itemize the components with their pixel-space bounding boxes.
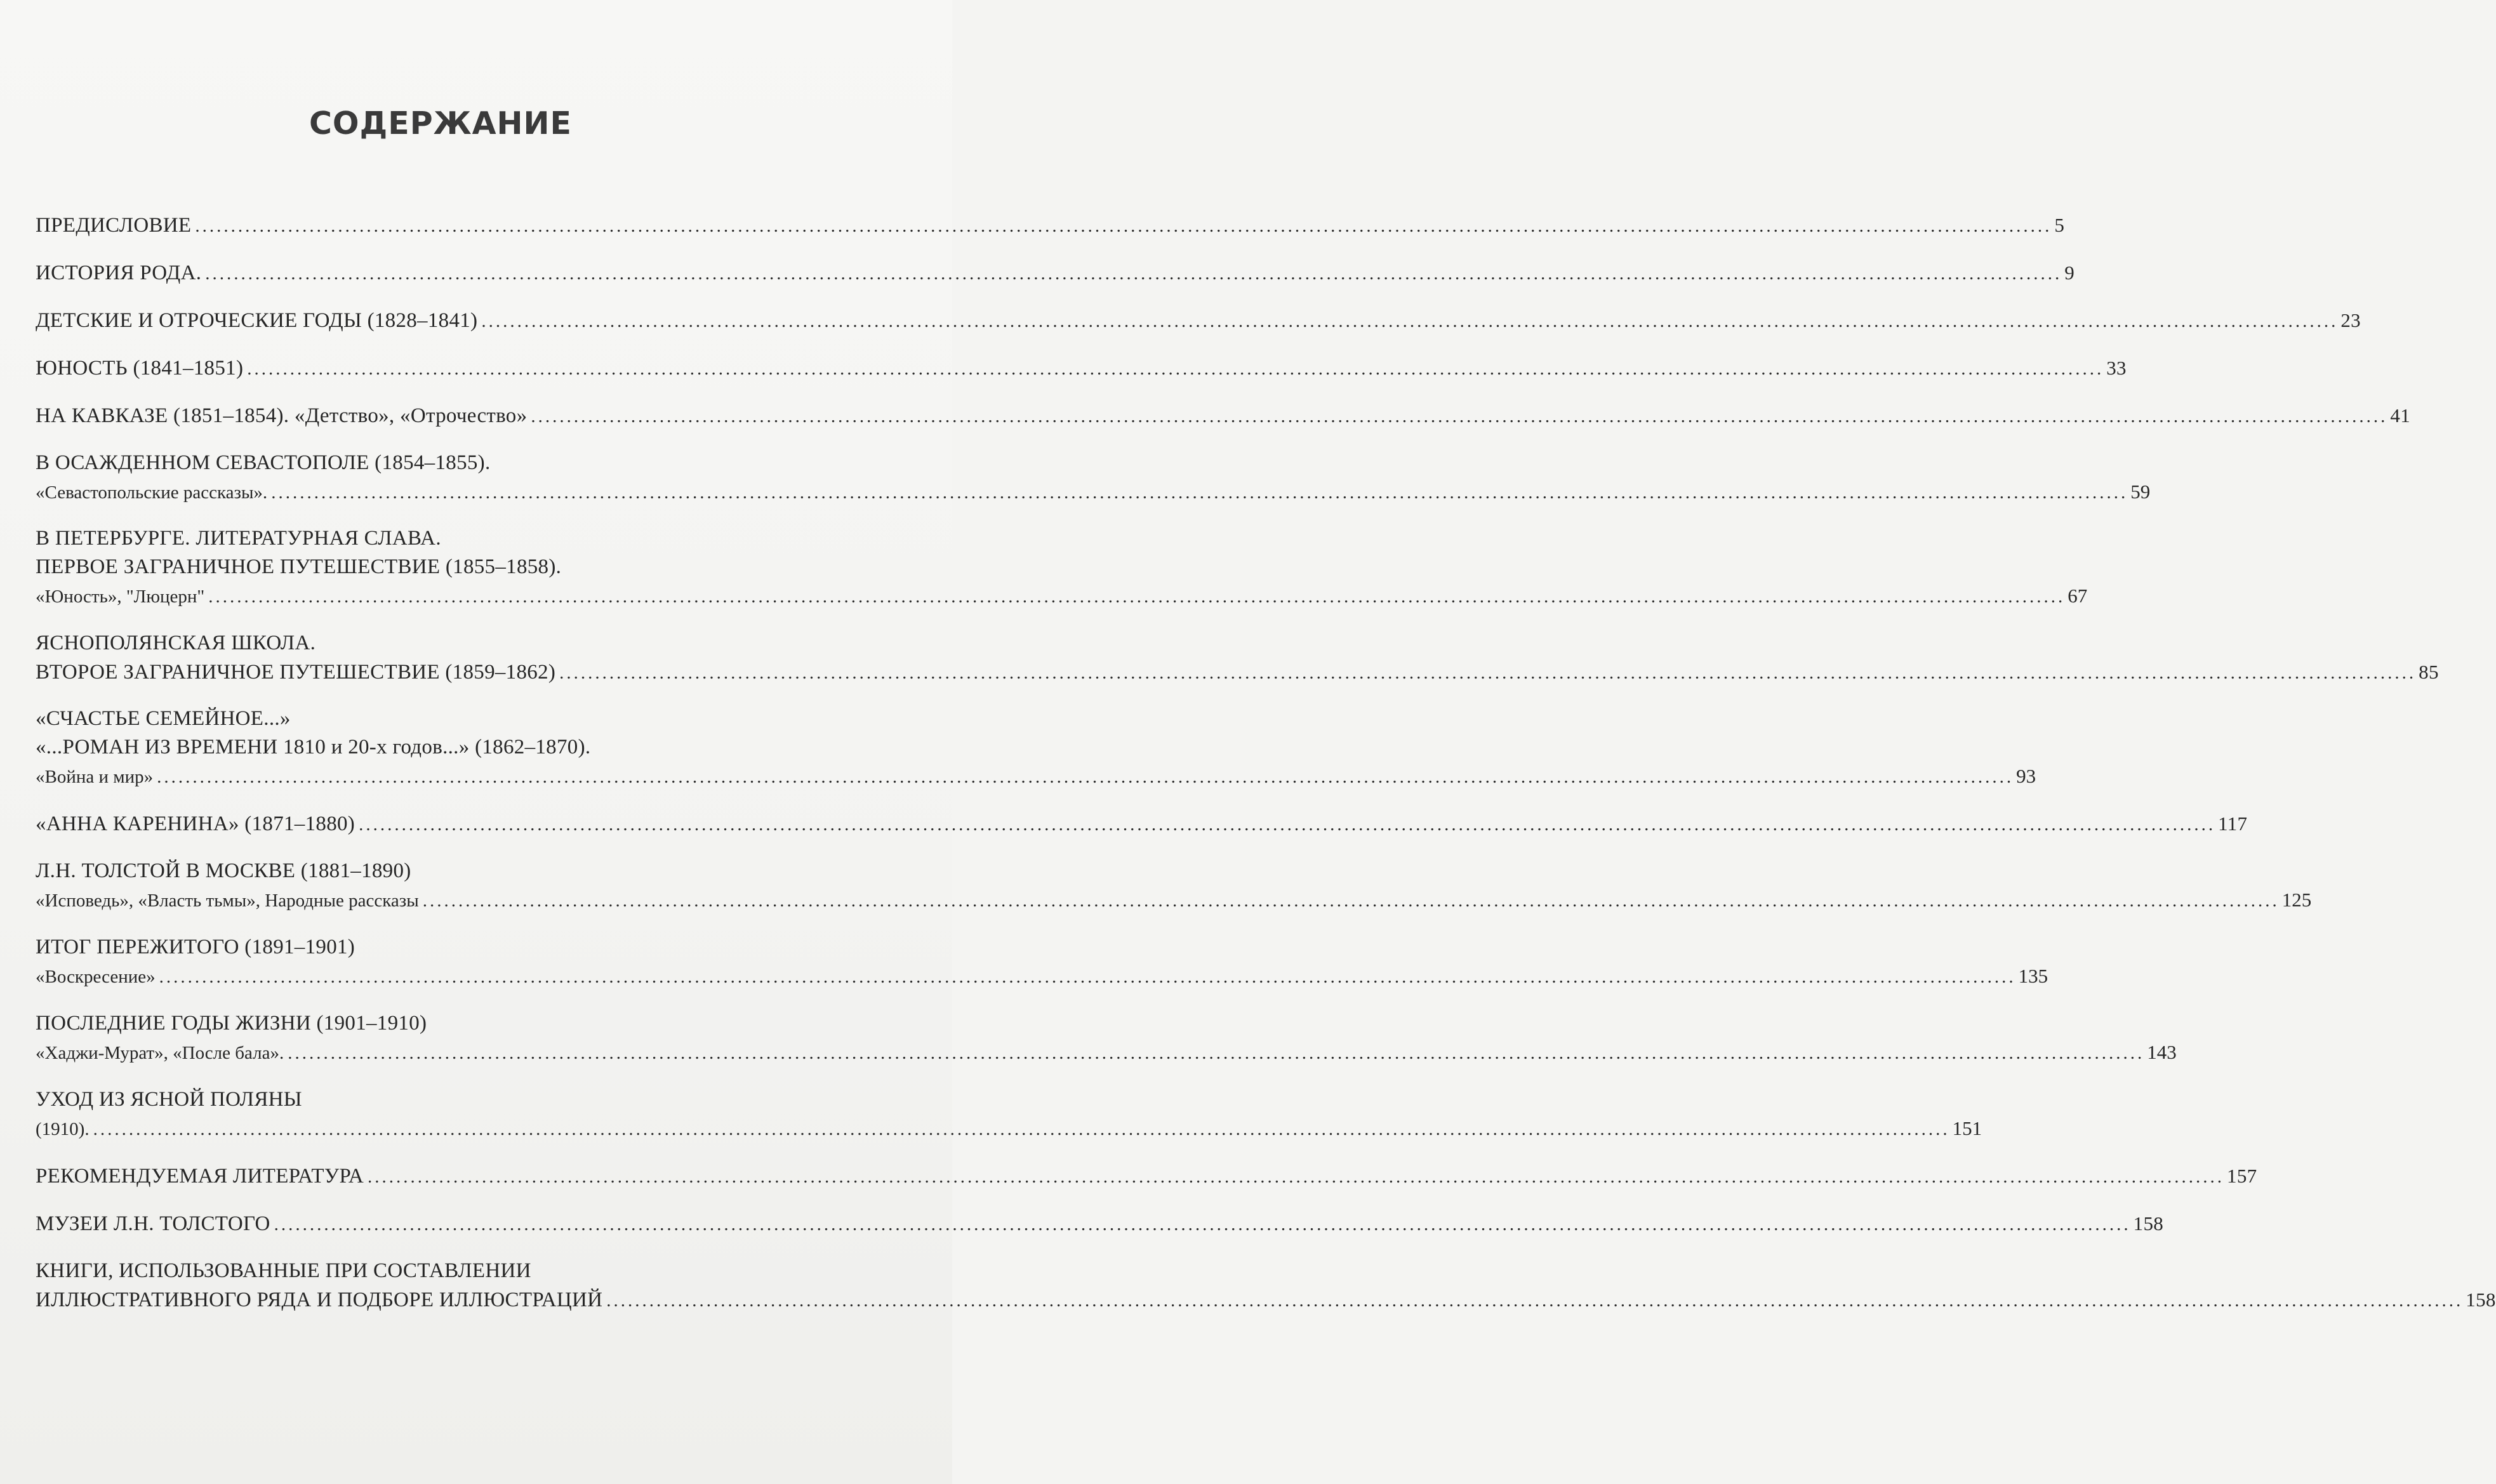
page-number: 125 — [2281, 889, 2312, 911]
dot-leader: .................................................................................................................................................................................................................................................................... — [159, 967, 2016, 987]
toc-entry-last-line — [36, 1114, 1982, 1143]
page-number: 33 — [2106, 357, 2127, 379]
dot-leader: .................................................................................................................................................................................................................................................................... — [274, 1214, 2131, 1235]
toc-entry-title: (1910). — [36, 1119, 90, 1139]
toc-entry-last-line — [36, 477, 2151, 506]
dot-leader: .................................................................................................................................................................................................................................................................... — [368, 1167, 2225, 1187]
toc-entry-title: «Война и мир» — [36, 767, 154, 787]
toc-entry-title: «Хаджи-Мурат», «После бала». — [36, 1043, 284, 1063]
dot-leader: .................................................................................................................................................................................................................................................................... — [359, 814, 2216, 835]
page-number: 157 — [2227, 1165, 2257, 1187]
toc-entry-last-line — [36, 258, 2075, 287]
toc-entry-title: ПРЕДИСЛОВИЕ — [36, 214, 192, 237]
toc-entry — [36, 629, 2439, 686]
page-number: 135 — [2018, 965, 2048, 987]
toc-entry-last-line — [36, 354, 2127, 382]
toc-entry-title: «Севастопольские рассказы». — [36, 482, 268, 503]
toc-entry-line: «СЧАСТЬЕ СЕМЕЙНОЕ...» — [36, 707, 291, 730]
page-number: 143 — [2147, 1041, 2177, 1063]
toc-entry — [36, 1162, 2257, 1190]
toc-entry — [36, 354, 2127, 382]
dot-leader: .................................................................................................................................................................................................................................................................... — [531, 406, 2388, 427]
toc-entry-line: ИТОГ ПЕРЕЖИТОГО (1891–1901) — [36, 936, 355, 958]
toc-entry — [36, 449, 2151, 506]
dot-leader: .................................................................................................................................................................................................................................................................... — [559, 663, 2417, 683]
toc-entry — [36, 1009, 2177, 1066]
toc-entry — [36, 1257, 2496, 1314]
toc-entry — [36, 258, 2075, 287]
toc-entry-line: ЯСНОПОЛЯНСКАЯ ШКОЛА. — [36, 632, 316, 654]
toc-entry-last-line — [36, 1162, 2257, 1190]
dot-leader: .................................................................................................................................................................................................................................................................... — [288, 1043, 2145, 1063]
toc-entry — [36, 306, 2361, 335]
toc-entry — [36, 933, 2048, 990]
toc-entry-title: НА КАВКАЗЕ (1851–1854). «Детство», «Отрочество» — [36, 404, 528, 427]
toc-entry-line: «...РОМАН ИЗ ВРЕМЕНИ 1810 и 20-х годов...» (1862–1870). — [36, 736, 591, 759]
dot-leader: .................................................................................................................................................................................................................................................................... — [195, 216, 2052, 236]
toc-entry — [36, 705, 2036, 790]
page-number: 93 — [2016, 765, 2036, 787]
toc-entry-title: «Юность», "Люцерн" — [36, 586, 205, 607]
toc-entry-title: ИСТОРИЯ РОДА. — [36, 262, 202, 284]
dot-leader: .................................................................................................................................................................................................................................................................... — [422, 891, 2280, 911]
toc-entry-last-line — [36, 1209, 2164, 1238]
toc-entry — [36, 857, 2312, 914]
toc-entry-line: УХОД ИЗ ЯСНОЙ ПОЛЯНЫ — [36, 1088, 302, 1111]
toc-entry-last-line — [36, 1285, 2496, 1314]
dot-leader: .................................................................................................................................................................................................................................................................... — [205, 263, 2062, 284]
toc-entry-line: ПОСЛЕДНИЕ ГОДЫ ЖИЗНИ (1901–1910) — [36, 1012, 427, 1035]
toc-entry-last-line — [36, 962, 2048, 990]
toc-entry-line: ПЕРВОЕ ЗАГРАНИЧНОЕ ПУТЕШЕСТВИЕ (1855–1858). — [36, 555, 562, 578]
toc-entry-title: МУЗЕИ Л.Н. ТОЛСТОГО — [36, 1212, 270, 1235]
page-number: 151 — [1952, 1117, 1982, 1139]
toc-entry — [36, 1085, 1982, 1143]
toc-entry — [36, 401, 2411, 430]
toc-entry-title: ВТОРОЕ ЗАГРАНИЧНОЕ ПУТЕШЕСТВИЕ (1859–1862) — [36, 661, 556, 684]
toc-entry-last-line — [36, 885, 2312, 914]
toc-entry-title: ЮНОСТЬ (1841–1851) — [36, 357, 244, 380]
page-title: СОДЕРЖАНИЕ — [309, 105, 573, 142]
page-number: 67 — [2068, 585, 2088, 607]
page-number: 23 — [2340, 309, 2361, 331]
dot-leader: .................................................................................................................................................................................................................................................................... — [247, 359, 2104, 379]
toc-entry-title: «Воскресение» — [36, 967, 156, 987]
toc-entry-line: В ОСАЖДЕННОМ СЕВАСТОПОЛЕ (1854–1855). — [36, 451, 491, 474]
toc-entry-line: В ПЕТЕРБУРГЕ. ЛИТЕРАТУРНАЯ СЛАВА. — [36, 527, 441, 550]
toc-entry-line: Л.Н. ТОЛСТОЙ В МОСКВЕ (1881–1890) — [36, 859, 411, 882]
toc-entry-last-line — [36, 401, 2411, 430]
toc-entry-title: ИЛЛЮСТРАТИВНОГО РЯДА И ПОДБОРЕ ИЛЛЮСТРАЦИЙ — [36, 1289, 603, 1311]
dot-leader: .................................................................................................................................................................................................................................................................... — [271, 482, 2128, 503]
dot-leader: .................................................................................................................................................................................................................................................................... — [481, 311, 2339, 331]
page-number: 59 — [2130, 480, 2151, 503]
dot-leader: .................................................................................................................................................................................................................................................................... — [93, 1119, 1950, 1139]
toc-entry-last-line — [36, 1038, 2177, 1066]
page-number: 117 — [2218, 812, 2248, 835]
toc-entry-title: «Исповедь», «Власть тьмы», Народные рассказы — [36, 891, 419, 911]
page-number: 9 — [2064, 262, 2075, 284]
page-number: 41 — [2390, 404, 2411, 427]
toc-entry — [36, 809, 2248, 838]
toc-entry-title: РЕКОМЕНДУЕМАЯ ЛИТЕРАТУРА — [36, 1165, 364, 1188]
toc-entry-last-line — [36, 658, 2439, 686]
toc-entry-last-line — [36, 306, 2361, 335]
dot-leader: .................................................................................................................................................................................................................................................................... — [157, 767, 2014, 787]
toc-entry-last-line — [36, 211, 2065, 239]
toc-entry — [36, 211, 2065, 239]
page-number: 85 — [2419, 661, 2439, 683]
toc-entry — [36, 524, 2088, 610]
page-number: 5 — [2054, 214, 2065, 236]
toc-entry-last-line — [36, 762, 2036, 790]
toc-entry — [36, 1209, 2164, 1238]
dot-leader: .................................................................................................................................................................................................................................................................... — [606, 1290, 2464, 1311]
page-number: 158 — [2133, 1212, 2164, 1235]
dot-leader: .................................................................................................................................................................................................................................................................... — [208, 586, 2066, 607]
toc-entry-line: КНИГИ, ИСПОЛЬЗОВАННЫЕ ПРИ СОСТАВЛЕНИИ — [36, 1259, 531, 1282]
toc-entry-last-line — [36, 809, 2248, 838]
page-number: 158 — [2466, 1289, 2496, 1311]
toc-entry-title: ДЕТСКИЕ И ОТРОЧЕСКИЕ ГОДЫ (1828–1841) — [36, 309, 478, 332]
toc-entry-title: «АННА КАРЕНИНА» (1871–1880) — [36, 812, 355, 835]
toc-entry-last-line — [36, 581, 2088, 610]
